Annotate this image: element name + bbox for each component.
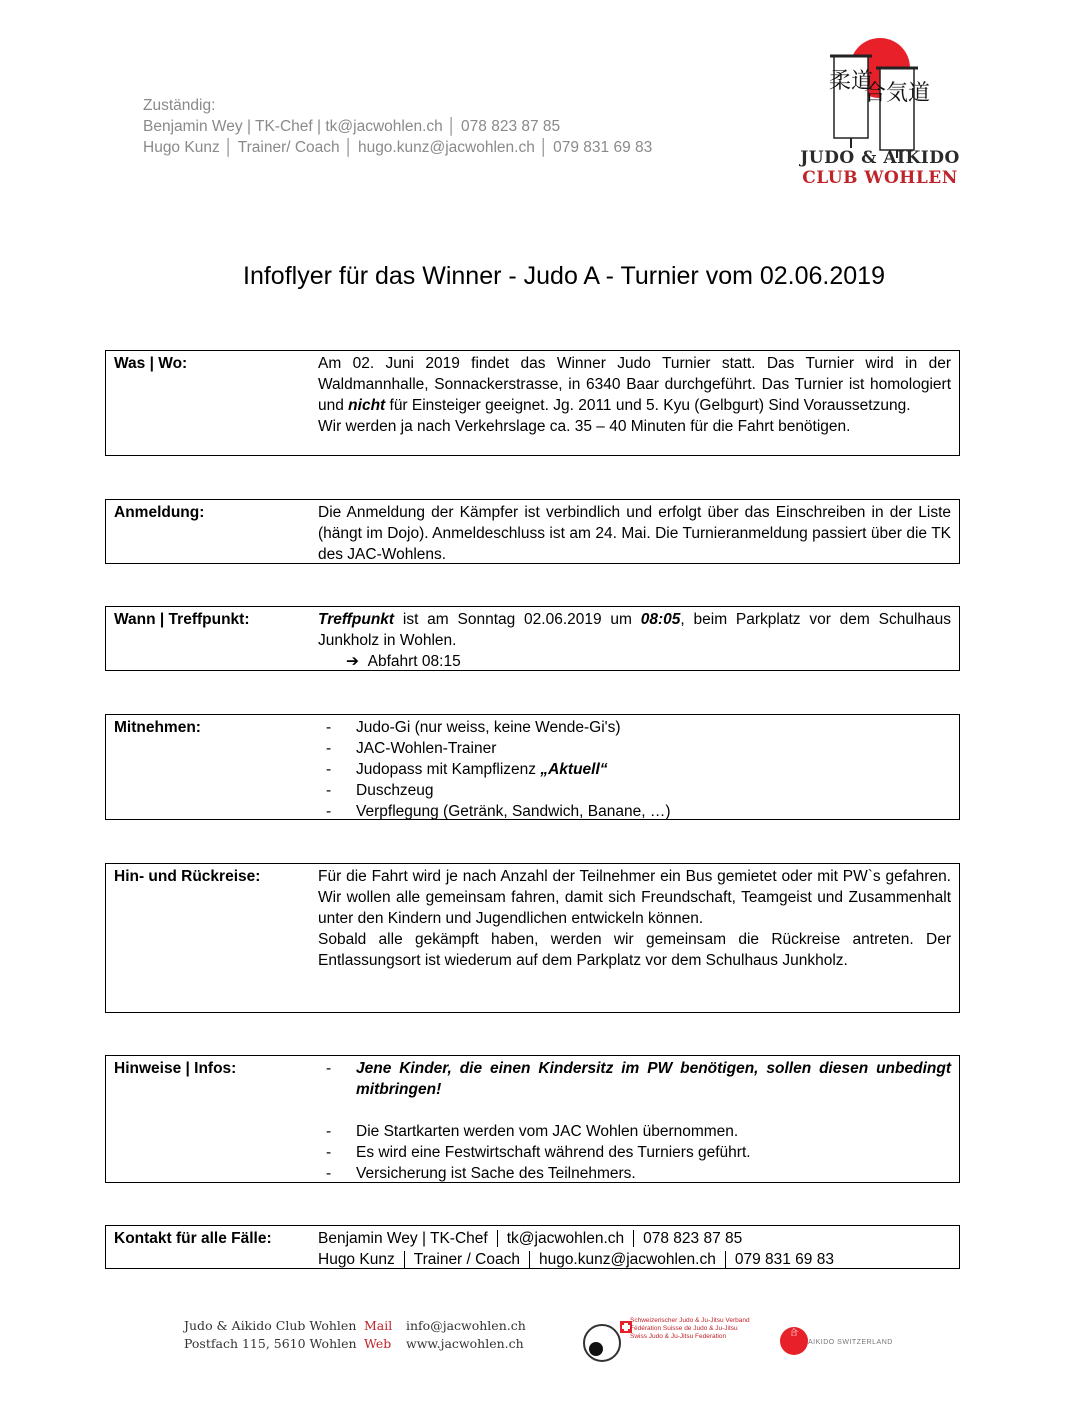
section-reise — [105, 863, 960, 1013]
logo-line-1: JUDO & AIKIDO — [800, 148, 960, 168]
section-kontakt — [105, 1225, 960, 1269]
logo-line-2: CLUB WOHLEN — [802, 168, 958, 188]
arrow-right-icon: ➔ — [346, 653, 359, 670]
section-label: Hin- und Rückreise: — [114, 868, 261, 885]
footer-mail-link[interactable]: info@jacwohlen.ch — [406, 1318, 526, 1333]
section-label: Hinweise | Infos: — [114, 1060, 237, 1077]
aikido-text: AIKIDO SWITZERLAND — [808, 1339, 893, 1346]
list-item: - Judopass mit Kampflizenz „Aktuell“ — [318, 759, 951, 780]
list-item: - Es wird eine Festwirtschaft während des Turniers geführt. — [318, 1142, 951, 1163]
list-item: - Verpflegung (Getränk, Sandwich, Banane, …) — [318, 801, 951, 822]
email-link[interactable]: tk@jacwohlen.ch — [506, 1230, 625, 1247]
club-logo-text — [800, 148, 960, 188]
responsible-line-1: Benjamin Wey | TK-Chef | tk@jacwohlen.ch │ 078 823 87 85 — [143, 118, 561, 135]
section-wann-treffpunkt — [105, 606, 960, 671]
hints-list — [318, 1058, 951, 1184]
contact-row: Benjamin Wey | TK-Chef tk@jacwohlen.ch 078 823 87 85 — [318, 1230, 743, 1247]
svg-text:合気道: 合気道 — [863, 81, 931, 106]
section-hinweise — [105, 1055, 960, 1183]
list-item: - Duschzeug — [318, 780, 951, 801]
section-label: Mitnehmen: — [114, 719, 201, 736]
emphasis-text: Treffpunkt — [318, 611, 395, 628]
section-content: Am 02. Juni 2019 findet das Winner Judo Turnier statt. Das Turnier wird in der Waldmannhalle, Sonnackerstrasse, in 6340 Baar durchgeführt. Das Turnier ist homologiert und nicht für Einsteiger geeignet. Jg. 2011 und 5. Kyu (Gelbgurt) Sind Voraussetzung. Wir werden ja nach Verkehrslage ca. 35 – 40 Minuten für die Fahrt benötigen. — [318, 355, 951, 435]
responsible-contacts — [143, 95, 652, 158]
responsible-line-2: Hugo Kunz │ Trainer/ Coach │ hugo.kunz@jacwohlen.ch │ 079 831 69 83 — [143, 139, 653, 156]
document-title: Infoflyer für das Winner - Judo A - Turnier vom 02.06.2019 — [243, 262, 885, 290]
section-content: Treffpunkt ist am Sonntag 02.06.2019 um 08:05, beim Parkplatz vor dem Schulhaus Junkholz in Wohlen. ➔ Abfahrt 08:15 — [318, 611, 951, 670]
list-item: - Judo-Gi (nur weiss, keine Wende-Gi's) — [318, 717, 951, 738]
section-content: Die Anmeldung der Kämpfer ist verbindlich und erfolgt über das Einschreiben in der Liste (hängt im Dojo). Anmeldeschluss ist am 24. Mai. Die Turnieranmeldung passiert über die TK des JAC-Wohlens. — [318, 504, 951, 563]
contact-row: Hugo Kunz Trainer / Coach hugo.kunz@jacwohlen.ch 079 831 69 83 — [318, 1251, 834, 1268]
footer-club-info: Judo & Aikido Club Wohlen Postfach 115, 5610 Wohlen — [184, 1318, 357, 1351]
footer-labels: Mail Web — [364, 1318, 393, 1351]
departure-time: Abfahrt 08:15 — [367, 653, 461, 670]
section-was-wo — [105, 350, 960, 456]
section-content — [318, 1056, 959, 1186]
footer-links — [406, 1317, 526, 1353]
emphasis-time: 08:05 — [640, 611, 681, 628]
list-item: - Jene Kinder, die einen Kindersitz im PW benötigen, sollen diesen unbedingt mitbringen! — [318, 1058, 951, 1100]
email-link[interactable]: hugo.kunz@jacwohlen.ch — [538, 1251, 716, 1268]
list-item: - JAC-Wohlen-Trainer — [318, 738, 951, 759]
list-item: - Versicherung ist Sache des Teilnehmers. — [318, 1163, 951, 1184]
svg-text:柔道: 柔道 — [828, 69, 874, 94]
section-content — [318, 715, 959, 824]
section-label: Was | Wo: — [114, 355, 188, 372]
section-label: Kontakt für alle Fälle: — [114, 1230, 272, 1247]
travel-time-text: Wir werden ja nach Verkehrslage ca. 35 – 40 Minuten für die Fahrt benötigen. — [318, 418, 851, 435]
section-anmeldung — [105, 499, 960, 564]
section-content: Für die Fahrt wird je nach Anzahl der Teilnehmer ein Bus gemietet oder mit PW`s gefahren. Wir wollen alle gemeinsam fahren, damit sich Freundschaft, Teamgeist und Zusammenhalt unter den Kindern und Jugendlichen entwickeln können. Sobald alle gekämpft haben, werden wir gemeinsam die Rückreise antreten. Der Entlassungsort ist wiederum auf dem Parkplatz vor dem Schulhaus Junkholz. — [318, 868, 951, 969]
footer-web-link[interactable]: www.jacwohlen.ch — [406, 1336, 524, 1351]
page-footer — [0, 1315, 1088, 1375]
packing-list — [318, 717, 951, 822]
svg-text:合: 合 — [790, 1328, 798, 1337]
section-content — [318, 1226, 959, 1272]
sjv-text: Schweizerischer Judo & Ju-Jitsu Verband Fédération Suisse de Judo & Ju-Jitsu Swiss Judo & Ju-Jitsu Federation — [630, 1317, 750, 1340]
responsible-title: Zuständig: — [143, 97, 216, 114]
section-mitnehmen — [105, 714, 960, 820]
emphasis-text: nicht — [348, 397, 386, 414]
list-item: - Die Startkarten werden vom JAC Wohlen übernommen. — [318, 1121, 951, 1142]
section-label: Anmeldung: — [114, 504, 205, 521]
section-label: Wann | Treffpunkt: — [114, 611, 250, 628]
